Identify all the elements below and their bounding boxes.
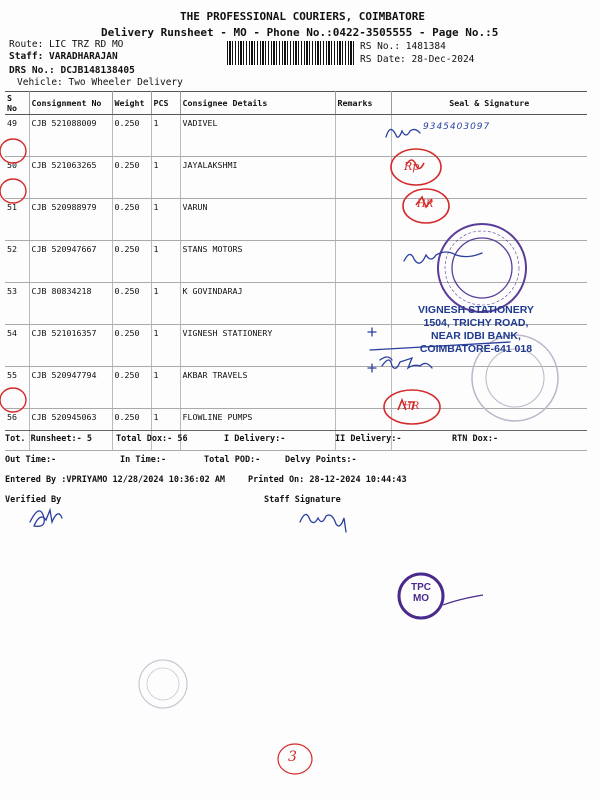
cell-pcs: 1 — [151, 241, 180, 283]
cell-pcs: 1 — [151, 409, 180, 451]
cell-weight: 0.250 — [112, 157, 151, 199]
cell-consignee: VADIVEL — [180, 115, 335, 157]
in-time: In Time:- — [120, 455, 167, 465]
company-title: THE PROFESSIONAL COURIERS, COIMBATORE — [180, 10, 426, 23]
vignesh-stationery-stamp — [418, 304, 534, 356]
total-dox: Total Dox:- 56 — [116, 434, 188, 444]
handwritten-page-mark: 3 — [288, 749, 297, 765]
staff-signature-label: Staff Signature — [264, 495, 341, 505]
stamp-line-4: COIMBATORE-641 018 — [419, 343, 533, 355]
staff-label: Staff: VARADHARAJAN — [9, 51, 118, 62]
cell-sno: 56 — [5, 409, 29, 451]
cell-weight: 0.250 — [112, 115, 151, 157]
faded-round-stamp-icon — [139, 660, 187, 708]
cell-consignment: CJB 520947794 — [29, 367, 112, 409]
company-round-seal-icon — [438, 224, 526, 312]
cell-sno: 49 — [5, 115, 29, 157]
tpc-stamp-line-2: MO — [412, 593, 430, 604]
rs-date: RS Date: 28-Dec-2024 — [360, 54, 475, 65]
cell-weight: 0.250 — [112, 325, 151, 367]
col-seal-header: Seal & Signature — [391, 92, 587, 115]
tpc-stamp-line-1: TPC — [411, 582, 431, 593]
cell-consignment: CJB 521063265 — [29, 157, 112, 199]
stamp-line-2: 1504, TRICHY ROAD, — [423, 317, 529, 329]
cell-weight: 0.250 — [112, 199, 151, 241]
cell-sno: 55 — [5, 367, 29, 409]
cell-sno: 50 — [5, 157, 29, 199]
cell-consignee: VARUN — [180, 199, 335, 241]
cell-consignee: STANS MOTORS — [180, 241, 335, 283]
return-dox: RTN Dox:- — [452, 434, 499, 444]
col-sno-header: S No — [5, 92, 29, 115]
cell-pcs: 1 — [151, 325, 180, 367]
cell-sno: 54 — [5, 325, 29, 367]
cell-pcs: 1 — [151, 199, 180, 241]
cell-pcs: 1 — [151, 367, 180, 409]
cell-weight: 0.250 — [112, 367, 151, 409]
cell-pcs: 1 — [151, 283, 180, 325]
cell-consignment: CJB 520945063 — [29, 409, 112, 451]
cell-consignee: FLOWLINE PUMPS — [180, 409, 335, 451]
vehicle-label: Vehicle: Two Wheeler Delivery — [17, 77, 183, 88]
cell-consignment: CJB 520947667 — [29, 241, 112, 283]
verified-by-label: Verified By — [5, 495, 62, 505]
red-mark-hr: HR — [417, 199, 434, 210]
printed-on: Printed On: 28-12-2024 10:44:43 — [248, 475, 407, 485]
first-delivery: I Delivery:- — [224, 434, 286, 444]
col-consignee-header: Consignee Details — [180, 92, 335, 115]
second-delivery: II Delivery:- — [335, 434, 402, 444]
drs-number: DRS No.: DCJB148138405 — [9, 65, 135, 76]
cell-pcs: 1 — [151, 115, 180, 157]
handwritten-phone-note: 9345403097 — [423, 122, 491, 132]
cell-sno: 53 — [5, 283, 29, 325]
cell-consignee: K GOVINDARAJ — [180, 283, 335, 325]
red-mark-rp: Rp — [404, 160, 420, 173]
cell-weight: 0.250 — [112, 283, 151, 325]
runsheet-subtitle: Delivery Runsheet - MO - Phone No.:0422-3505555 - Page No.:5 — [101, 26, 499, 39]
total-pod: Total POD:- — [204, 455, 261, 465]
cell-consignee: VIGNESH STATIONERY — [180, 325, 335, 367]
route-label: Route: LIC TRZ RD MO — [9, 39, 124, 50]
red-mark-hr-2: HR — [403, 401, 420, 412]
out-time: Out Time:- — [5, 455, 57, 465]
col-remarks-header: Remarks — [335, 92, 391, 115]
stamp-line-3: NEAR IDBI BANK, — [431, 330, 521, 342]
stamp-line-1: VIGNESH STATIONERY — [418, 304, 534, 316]
total-runsheet: Tot. Runsheet:- 5 — [5, 434, 92, 444]
col-weight-header: Weight — [112, 92, 151, 115]
col-consignment-header: Consignment No — [29, 92, 112, 115]
cell-sno: 52 — [5, 241, 29, 283]
cell-sno: 51 — [5, 199, 29, 241]
entered-by: Entered By :VPRIYAMO 12/28/2024 10:36:02 AM — [5, 475, 226, 485]
tpc-stamp-text — [406, 582, 436, 604]
red-signature-marks-icon — [384, 149, 449, 424]
cell-weight: 0.250 — [112, 409, 151, 451]
col-pcs-header: PCS — [151, 92, 180, 115]
cell-consignment: CJB 521016357 — [29, 325, 112, 367]
cell-consignment: CJB 520988979 — [29, 199, 112, 241]
cell-weight: 0.250 — [112, 241, 151, 283]
rs-number: RS No.: 1481384 — [360, 41, 446, 52]
cell-consignment: CJB 521088009 — [29, 115, 112, 157]
cell-consignment: CJB 80834218 — [29, 283, 112, 325]
cell-consignee: AKBAR TRAVELS — [180, 367, 335, 409]
cell-consignee: JAYALAKSHMI — [180, 157, 335, 199]
cell-pcs: 1 — [151, 157, 180, 199]
delivery-points: Delvy Points:- — [285, 455, 357, 465]
red-sno-circles-icon — [0, 139, 26, 412]
